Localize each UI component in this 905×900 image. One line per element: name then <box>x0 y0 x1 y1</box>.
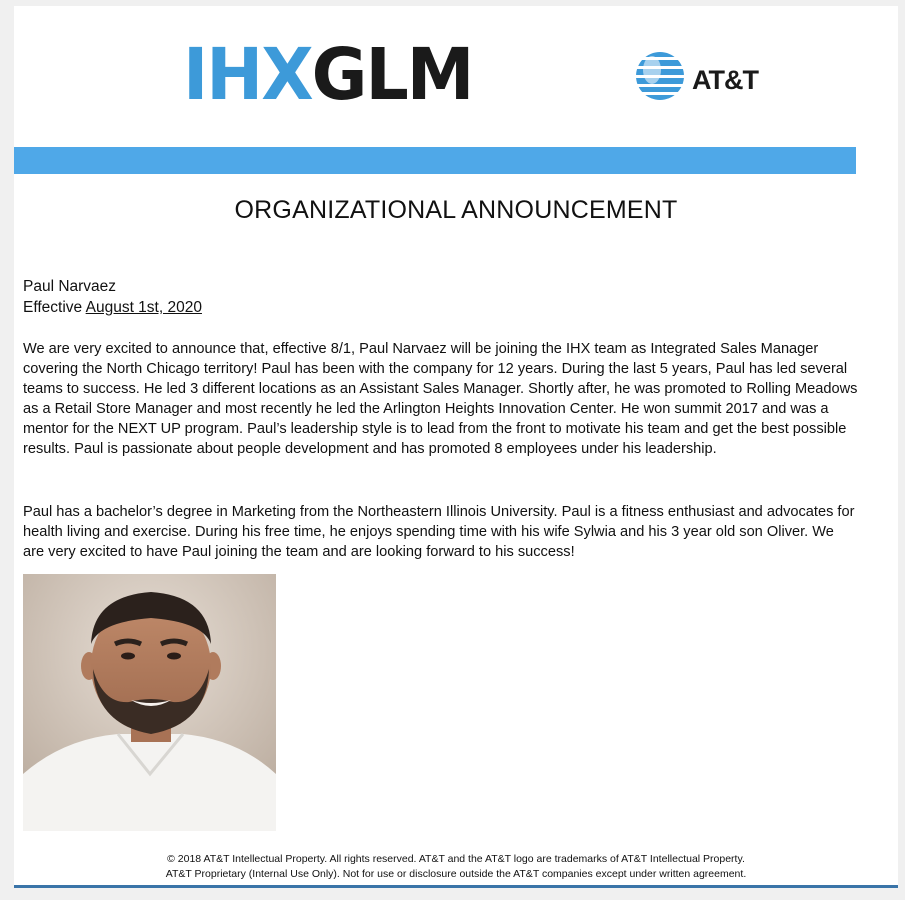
footer-line-1: © 2018 AT&T Intellectual Property. All rights reserved. AT&T and the AT&T logo are trademarks of AT&T Intellectual Property. <box>167 853 745 865</box>
announcement-page <box>14 6 898 886</box>
portrait-image <box>23 574 276 831</box>
person-name: Paul Narvaez <box>23 278 117 295</box>
legal-footer <box>14 852 898 882</box>
header-band <box>14 147 856 174</box>
effective-label: Effective <box>23 299 83 316</box>
footer-line-2: AT&T Proprietary (Internal Use Only). Not for use or disclosure outside the AT&T companies except under written agreement. <box>165 868 747 880</box>
att-logo-text: AT&T <box>692 65 758 95</box>
effective-date: August 1st, 2020 <box>85 299 202 316</box>
page-title: ORGANIZATIONAL ANNOUNCEMENT <box>234 196 678 224</box>
att-logo <box>634 50 774 114</box>
footer-divider <box>14 885 898 888</box>
portrait-photo <box>23 574 276 831</box>
att-globe-icon <box>634 50 686 102</box>
ihxglm-logo <box>183 34 472 118</box>
logo-glm-text: GLM <box>311 34 473 117</box>
paragraph-2: Paul has a bachelor’s degree in Marketing from the Northeastern Illinois University. Paul is a fitness enthusiast and advocates for health living and exercise. During his free time, he enjoys spending time with his wife Sylwia and his 3 year old son Oliver. We are very excited to have Paul joining the team and are looking forward to his success! <box>23 504 855 560</box>
effective-line <box>23 299 202 317</box>
paragraph-1: We are very excited to announce that, effective 8/1, Paul Narvaez will be joining the IHX team as Integrated Sales Manager covering the North Chicago territory! Paul has been with the company for 12 years. During the last 5 years, Paul has led several teams to success. He led 3 different locations as an Assistant Sales Manager. Shortly after, he was promoted to Rolling Meadows as a Retail Store Manager and most recently he led the Arlington Heights Innovation Center. He won summit 2017 and was a mentor for the NEXT UP program. Paul’s leadership style is to lead from the front to motivate his team and get the best possible results. Paul is passionate about people development and has promoted 8 employees under his leadership. <box>23 341 858 457</box>
logo-ihx-text: IHX <box>183 34 312 117</box>
